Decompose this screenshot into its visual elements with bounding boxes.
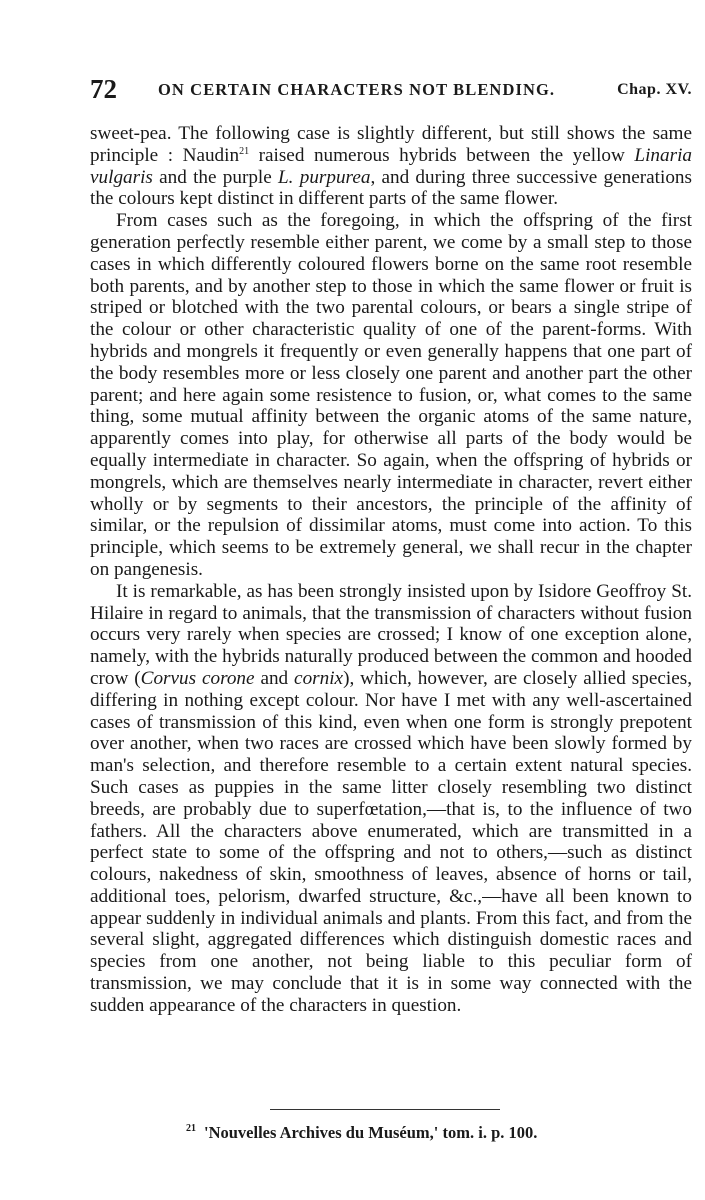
paragraph-3 — [90, 581, 692, 1017]
running-header — [90, 74, 692, 104]
footnote — [186, 1123, 606, 1143]
text-run: and — [254, 667, 295, 689]
species-name: L. purpurea — [278, 166, 371, 188]
text-run: and the purple — [152, 166, 279, 188]
footnote-text: 'Nouvelles Archives du Muséum,' tom. i. p. 100. — [204, 1123, 538, 1142]
text-run: sweet-pea. The following case is slightly different, but still shows the same principle : Naudin — [90, 123, 692, 166]
footnote-ref: 21 — [239, 145, 250, 157]
paragraph-2: From cases such as the foregoing, in which the offspring of the first generation perfectly resemble either parent, we come by a small step to those cases in which differently coloured flowers borne on the same root resemble both parents, and by another step to those in which the same flower or fruit is striped or blotched with the two parental colours, or bears a single stripe of the colour or other characteristic quality of one of the parent-forms. With hybrids and mongrels it frequently or even generally happens that one part of the body resembles more or less closely one parent and another part the other parent; and here again some resistence to fusion, or, what comes to the same thing, some mutual affinity between the organic atoms of the same nature, apparently comes into play, for otherwise all parts of the body would be equally intermediate in character. So again, when the offspring of hybrids or mongrels, which are themselves nearly intermediate in character, revert either wholly or by segments to their ancestors, the principle of the affinity of similar, or the repulsion of dissimilar atoms, must come into action. To this principle, which seems to be extremely general, we shall recur in the chapter on pangenesis. — [90, 210, 692, 580]
paragraph-1 — [90, 123, 692, 210]
chapter-label: Chap. XV. — [617, 81, 692, 98]
species-name: cornix — [294, 667, 344, 689]
page-number: 72 — [90, 74, 117, 104]
running-title: ON CERTAIN CHARACTERS NOT BLENDING. — [158, 80, 556, 99]
body-text — [90, 123, 692, 1017]
species-name: Linaria vulgaris — [90, 144, 693, 188]
text-run: , and during three successive generations the colours kept distinct in different parts of the same flower. — [90, 166, 692, 210]
footnote-number: 21 — [186, 1123, 196, 1134]
footnote-rule — [270, 1109, 500, 1110]
text-run: raised numerous hybrids between the yellow — [249, 144, 635, 166]
species-name: Corvus corone — [140, 667, 255, 689]
text-run: ), which, however, are closely allied species, differing in nothing except colour. Nor have I met with any well-ascertained cases of transmission of this kind, even when one form is strongly prepotent over another, when two races are crossed which have been slowly formed by man's selection, and therefore resemble to a certain extent natural species. Such cases as puppies in the same litter closely resembling two distinct breeds, are probably due to superfœtation,—that is, to the influence of two fathers. All the characters above enumerated, which are transmitted in a perfect state to some of the offspring and not to others,—such as distinct colours, nakedness of skin, smoothness of leaves, absence of horns or tail, additional toes, pelorism, dwarfed structure, &c.,—have all been known to appear suddenly in individual animals and plants. From this fact, and from the several slight, aggregated differences which distinguish domestic races and species from one another, not being liable to this peculiar form of transmission, we may conclude that it is in some way connected with the sudden appearance of the characters in question. — [90, 667, 692, 1016]
text-run: It is remarkable, as has been strongly insisted upon by Isidore Geoffroy St. Hilaire in regard to animals, that the transmission of characters without fusion occurs very rarely when species are crossed; I know of one exception alone, namely, with the hybrids naturally produced between the common and hooded crow ( — [90, 580, 692, 689]
